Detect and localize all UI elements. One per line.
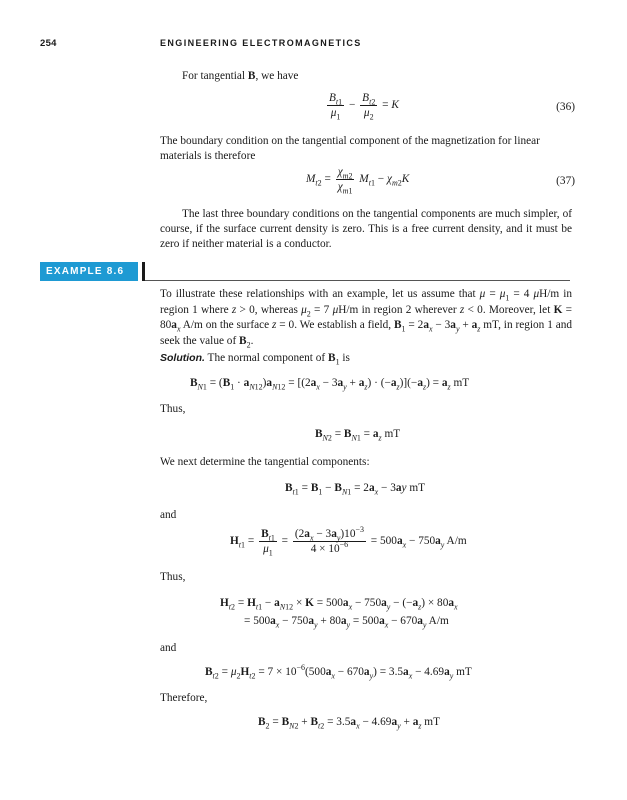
thus-text-2: Thus,	[160, 571, 186, 583]
example-rule	[145, 280, 570, 281]
equation-b2: $B_2 = B_{N2} + B_{t2} = 3.5a_x - 4.69a_y + a_z$ mT	[258, 716, 440, 731]
example-tick	[142, 262, 145, 281]
equation-ht1: $H_{t1}$ = $\frac{B_{t1}}{\mu_1}$ = $\frac{(2a_x - 3a_y)10^{-3}}{4 \times 10^{-6}}$ = $500a_x - 750a_y$ A/m	[230, 525, 467, 558]
equation-bn2: $B_{N2} = B_{N1} = a_z$ mT	[315, 428, 401, 443]
and-text-1: and	[160, 509, 177, 521]
magnetization-line-2: materials is therefore	[160, 150, 256, 162]
next-tangential-text: We next determine the tangential components:	[160, 456, 370, 468]
therefore-text: Therefore,	[160, 692, 208, 704]
last-three-paragraph: The last three boundary conditions on the tangential components are much simpler, of course, if the surface current density is zero. This is a free current density, and it must be zero if neither material is a conductor.	[160, 208, 572, 250]
equation-bt2: $B_{t2} = \mu_2H_{t2} = 7 \times 10^{-6}(500a_x - 670a_y) = 3.5a_x - 4.69a_y$ mT	[205, 663, 472, 681]
magnetization-line-1: The boundary condition on the tangential component of the magnetization for linear	[160, 135, 540, 147]
thus-text-1: Thus,	[160, 403, 186, 415]
magnetization-paragraph	[160, 134, 572, 164]
and-text-2: and	[160, 642, 177, 654]
running-title: ENGINEERING ELECTROMAGNETICS	[160, 38, 362, 48]
equation-37-number: (37)	[556, 175, 575, 187]
equation-36: $\frac{B_{t1}}{\mu_1}$ − $\frac{B_{t2}}{\mu_2}$ = K	[329, 92, 399, 122]
solution-line: Solution. The normal component of $B_1$ is	[160, 352, 350, 367]
equation-bt1: $B_{t1} = B_1 - B_{N1} = 2a_x - 3ay$ mT	[285, 482, 426, 497]
page-number: 254	[40, 38, 57, 49]
equation-37: $M_{t2}$ = $\frac{\chi_{m2}}{\chi_{m1}}$ $M_{t1} - \chi_{m2}K$	[306, 166, 410, 196]
example-statement: To illustrate these relationships with an example, let us assume that $\mu = \mu_1 = 4$ μH/m in region 1 where z > 0, whereas $\mu_2 = 7$ μH/m in region 2 wherever z < 0. Moreover, let $K = 80a_x$ A/m on the surface z = 0. We establish a field, $B_1 = 2a_x - 3a_y + a_z$ mT, in region 1 and seek the value of $B_2$.	[160, 288, 573, 349]
intro-tangential-text: For tangential B, we have	[182, 70, 299, 82]
example-label: EXAMPLE 8.6	[40, 262, 138, 281]
equation-bn1: $B_{N1} = (B_1 \cdot a_{N12})a_{N12} = [(2a_x - 3a_y + a_z) \cdot (-a_z)](-a_z) = a_z$ mT	[190, 377, 470, 392]
equation-ht2-line1: $H_{t2} = H_{t1} - a_{N12} \times K = 500a_x - 750a_y - (-a_z) \times 80a_x$	[220, 597, 458, 612]
equation-ht2-line2: = $500a_x - 750a_y + 80a_y = 500a_x - 670a_y$ A/m	[244, 615, 449, 630]
equation-36-number: (36)	[556, 101, 575, 113]
